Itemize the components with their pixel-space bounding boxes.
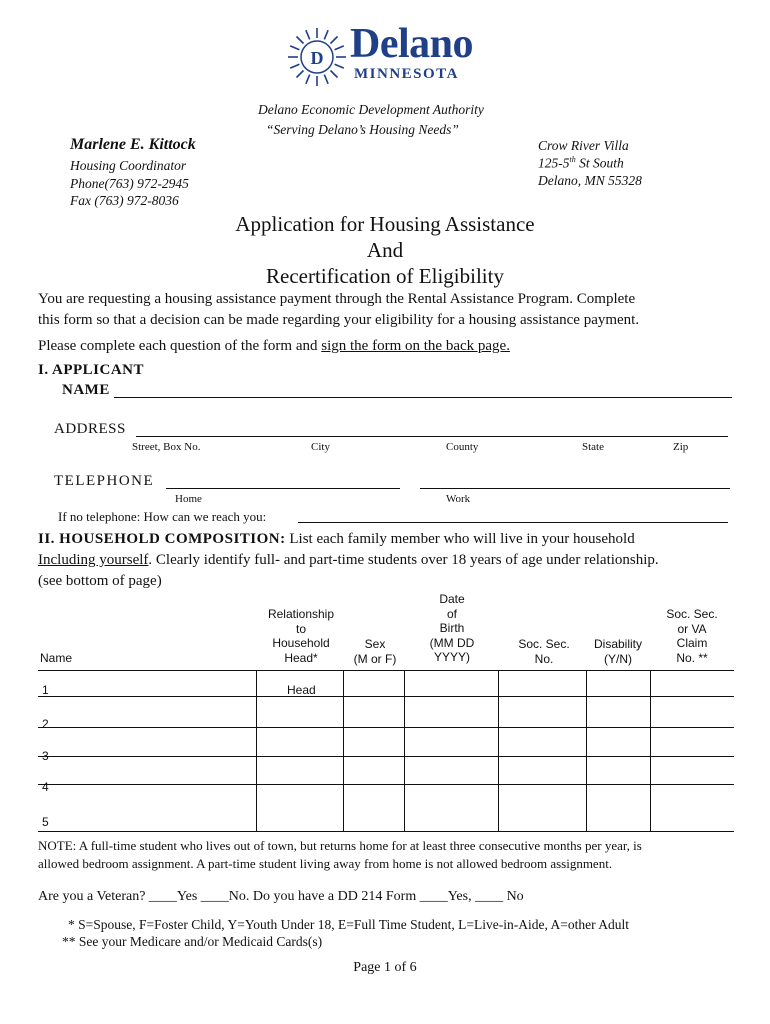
page-number: Page 1 of 6 <box>353 960 417 975</box>
contact-role: Housing Coordinator <box>70 158 187 173</box>
row-3-number: 3 <box>42 749 49 763</box>
no-phone-label: If no telephone: How can we reach you: <box>58 509 267 524</box>
contact-person: Marlene E. Kittock <box>70 136 196 153</box>
row-5-number: 5 <box>42 815 49 829</box>
logo-state: MINNESOTA <box>354 66 459 82</box>
name-label: NAME <box>62 382 110 398</box>
household-text2: Including yourself. Clearly identify full- and part-time students over 18 years of age under relationship. <box>38 552 659 568</box>
form-title-line1: Application for Housing Assistance <box>235 212 535 236</box>
col-ssn: Soc. Sec. No. <box>518 637 570 666</box>
org-name: Delano Economic Development Authority <box>258 102 484 117</box>
address-sub-city: City <box>311 441 330 453</box>
intro-line1: You are requesting a housing assistance payment through the Rental Assistance Program. Complete <box>38 291 636 307</box>
home-phone-field[interactable] <box>166 488 400 489</box>
note-line1: NOTE: A full-time student who lives out of town, but returns home for at least three consecutive months per year, is <box>38 838 642 853</box>
col-disability: Disability (Y/N) <box>593 637 642 666</box>
svg-text:D: D <box>310 48 324 68</box>
form-title-line3: Recertification of Eligibility <box>266 264 504 288</box>
note-line2: allowed bedroom assignment. A part-time student living away from home is not allowed bedroom assignment. <box>38 856 613 871</box>
tel-home-label: Home <box>175 493 202 505</box>
address-sub-street: Street, Box No. <box>132 441 201 453</box>
contact-phone: Phone(763) 972-2945 <box>70 176 189 191</box>
address-sub-zip: Zip <box>673 441 689 453</box>
veteran-question: Are you a Veteran? ____Yes ____No. Do you have a DD 214 Form ____Yes, ____ No <box>38 889 524 904</box>
col-claim: Soc. Sec. or VA Claim No. ** <box>666 607 718 665</box>
col-dob: Date of Birth (MM DD YYYY) <box>429 592 475 664</box>
logo-wordmark: Delano <box>350 21 473 67</box>
telephone-label: TELEPHONE <box>54 473 155 489</box>
work-phone-field[interactable] <box>420 488 730 489</box>
footnote-medicare: ** See your Medicare and/or Medicaid Cards(s) <box>62 934 323 949</box>
office-city: Delano, MN 55328 <box>538 173 642 188</box>
section-applicant-heading: I. APPLICANT <box>38 362 145 378</box>
household-heading-line: II. HOUSEHOLD COMPOSITION: List each family member who will live in your household <box>38 531 635 547</box>
no-phone-field[interactable] <box>298 522 728 523</box>
office-name: Crow River Villa <box>538 138 629 153</box>
col-relationship: Relationship to Household Head* <box>267 607 335 665</box>
address-field[interactable] <box>136 436 728 437</box>
row-1-head: Head <box>287 683 316 697</box>
col-name: Name <box>40 651 73 665</box>
col-sex: Sex (M or F) <box>353 637 397 666</box>
tel-work-label: Work <box>446 493 471 505</box>
address-label: ADDRESS <box>54 421 126 437</box>
delano-logo <box>286 21 501 88</box>
row-4-number: 4 <box>42 780 49 794</box>
household-table <box>38 670 734 832</box>
form-title-line2: And <box>366 238 404 262</box>
sunburst-seal-icon <box>286 26 348 88</box>
org-tagline: “Serving Delano’s Housing Needs” <box>266 122 459 137</box>
office-street: 125-5th St South <box>538 155 624 171</box>
intro-line3: Please complete each question of the form and sign the form on the back page. <box>38 338 510 354</box>
household-text3: (see bottom of page) <box>38 573 162 589</box>
name-field[interactable] <box>114 397 732 398</box>
section-household-heading: II. HOUSEHOLD COMPOSITION: <box>38 531 286 547</box>
footnote-relationship: * S=Spouse, F=Foster Child, Y=Youth Under 18, E=Full Time Student, L=Live-in-Aide, A=other Adult <box>68 917 629 932</box>
address-sub-state: State <box>582 441 604 453</box>
contact-fax: Fax (763) 972-8036 <box>70 193 179 208</box>
row-1-number: 1 <box>42 683 49 697</box>
intro-line2: this form so that a decision can be made regarding your eligibility for a housing assistance payment. <box>38 312 640 328</box>
address-sub-county: County <box>446 441 479 453</box>
row-2-number: 2 <box>42 717 49 731</box>
